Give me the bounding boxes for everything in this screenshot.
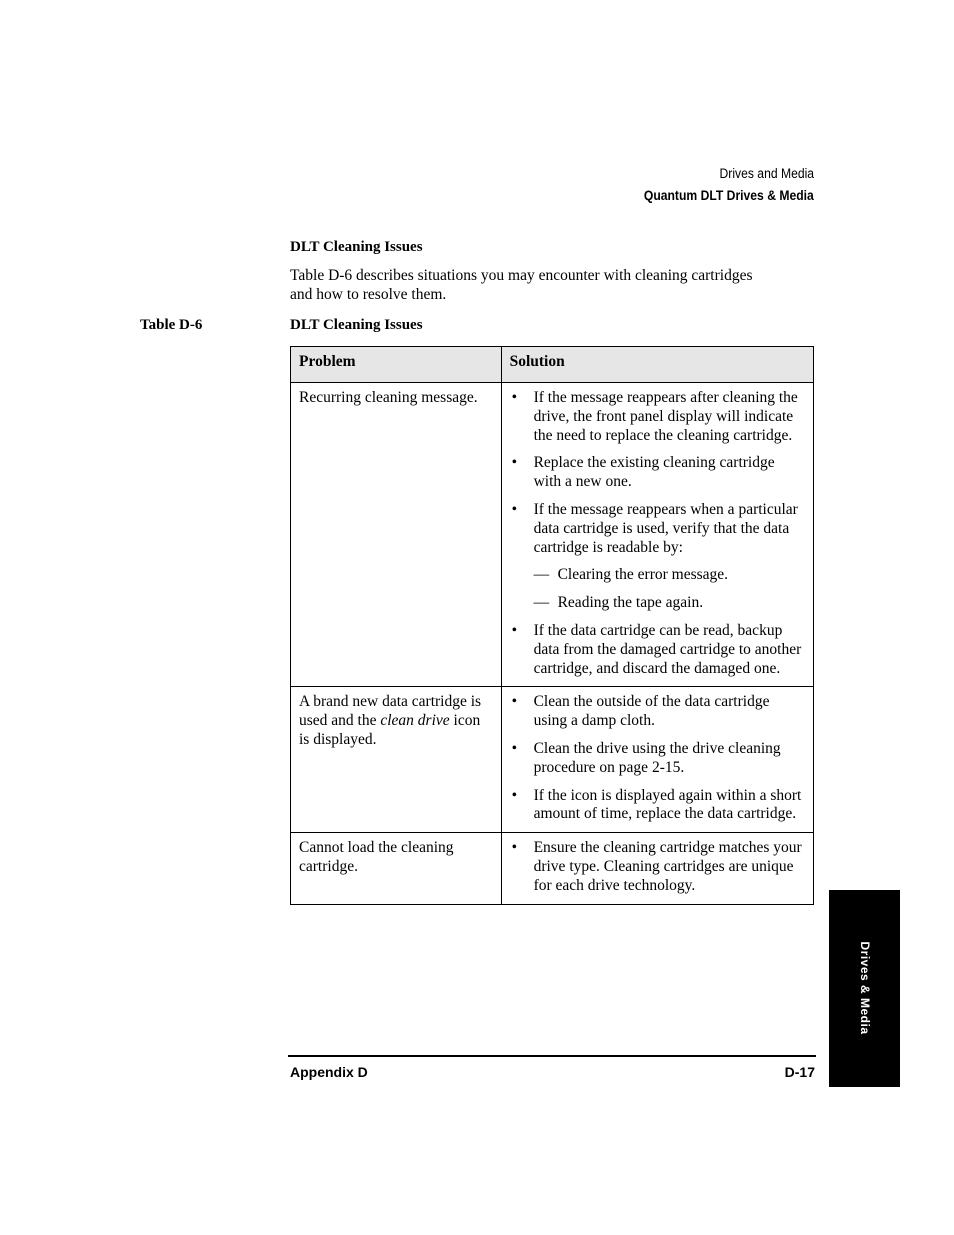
column-header-solution: Solution [501, 347, 813, 383]
solution-cell [501, 383, 813, 687]
bullet-icon: • [511, 389, 518, 406]
table-title: DLT Cleaning Issues [290, 317, 423, 333]
solution-text: If the data cartridge can be read, backup data from the damaged cartridge to another cartridge, and discard the damaged one. [533, 621, 802, 677]
solution-list [510, 693, 805, 824]
running-header-section: Drives and Media [719, 166, 814, 181]
bullet-icon: • [511, 500, 518, 518]
bullet-icon: • [511, 621, 518, 639]
solution-cell [501, 687, 813, 833]
sub-item [534, 566, 805, 585]
bullet-icon: • [511, 786, 518, 804]
side-thumb-tab [829, 890, 900, 1087]
column-header-problem: Problem [291, 347, 502, 383]
solution-text: Clean the outside of the data cartridge using a damp cloth. [533, 693, 770, 730]
solution-text: Replace the existing cleaning cartridge with a new one. [533, 454, 775, 491]
solution-item [510, 454, 805, 492]
solution-item [510, 740, 805, 778]
solution-text: If the message reappears after cleaning the drive, the front panel display will indicate the need to replace the cleaning cartridge. [533, 389, 798, 444]
side-tab-label: Drives & Media [858, 941, 872, 1035]
problem-cell [291, 383, 502, 687]
running-header-chapter: Quantum DLT Drives & Media [644, 188, 814, 203]
footer-rule [288, 1055, 816, 1057]
solution-text: Ensure the cleaning cartridge matches your drive type. Cleaning cartridges are unique for each drive technology. [533, 839, 802, 894]
solution-item [510, 389, 805, 445]
problem-text-before: A brand new data cartridge is used and the [299, 693, 482, 730]
dash-icon: — [533, 594, 550, 612]
table-header-row [291, 347, 814, 383]
cleaning-issues-table [290, 346, 814, 905]
table-number: Table D-6 [140, 317, 203, 333]
sub-item-text: Clearing the error message. [557, 566, 729, 584]
bullet-icon: • [511, 839, 518, 857]
footer-page-number: D-17 [784, 1064, 815, 1080]
solution-item [510, 622, 805, 678]
problem-text: Recurring cleaning message. [299, 389, 478, 406]
sub-item [534, 594, 805, 613]
problem-cell [291, 687, 502, 833]
solution-item [510, 693, 805, 731]
table-row [291, 383, 814, 687]
solution-cell [501, 833, 813, 904]
table-row [291, 833, 814, 904]
solution-list [510, 389, 805, 678]
solution-text: If the icon is displayed again within a short amount of time, replace the data cartridge. [533, 786, 802, 823]
sub-list [534, 566, 805, 613]
problem-text-italic: clean drive [380, 712, 450, 730]
bullet-icon: • [511, 693, 518, 711]
bullet-icon: • [511, 739, 518, 757]
solution-list [510, 839, 805, 895]
footer-appendix-label: Appendix D [290, 1064, 368, 1080]
problem-text: Cannot load the cleaning cartridge. [299, 839, 454, 875]
solution-text: Clean the drive using the drive cleaning procedure on page 2-15. [533, 739, 781, 776]
sub-item-text: Reading the tape again. [557, 594, 704, 612]
solution-item [510, 787, 805, 825]
problem-cell [291, 833, 502, 904]
intro-paragraph: Table D-6 describes situations you may encounter with cleaning cartridges and how to resolve them. [290, 267, 753, 303]
dash-icon: — [533, 566, 550, 584]
bullet-icon: • [511, 454, 518, 472]
solution-item [510, 839, 805, 895]
table-row [291, 687, 814, 833]
solution-text: If the message reappears when a particular data cartridge is used, verify that the data cartridge is readable by: [533, 500, 798, 556]
solution-item [510, 501, 805, 613]
problem-text-after: icon is displayed. [299, 712, 481, 748]
section-heading: DLT Cleaning Issues [290, 239, 423, 255]
